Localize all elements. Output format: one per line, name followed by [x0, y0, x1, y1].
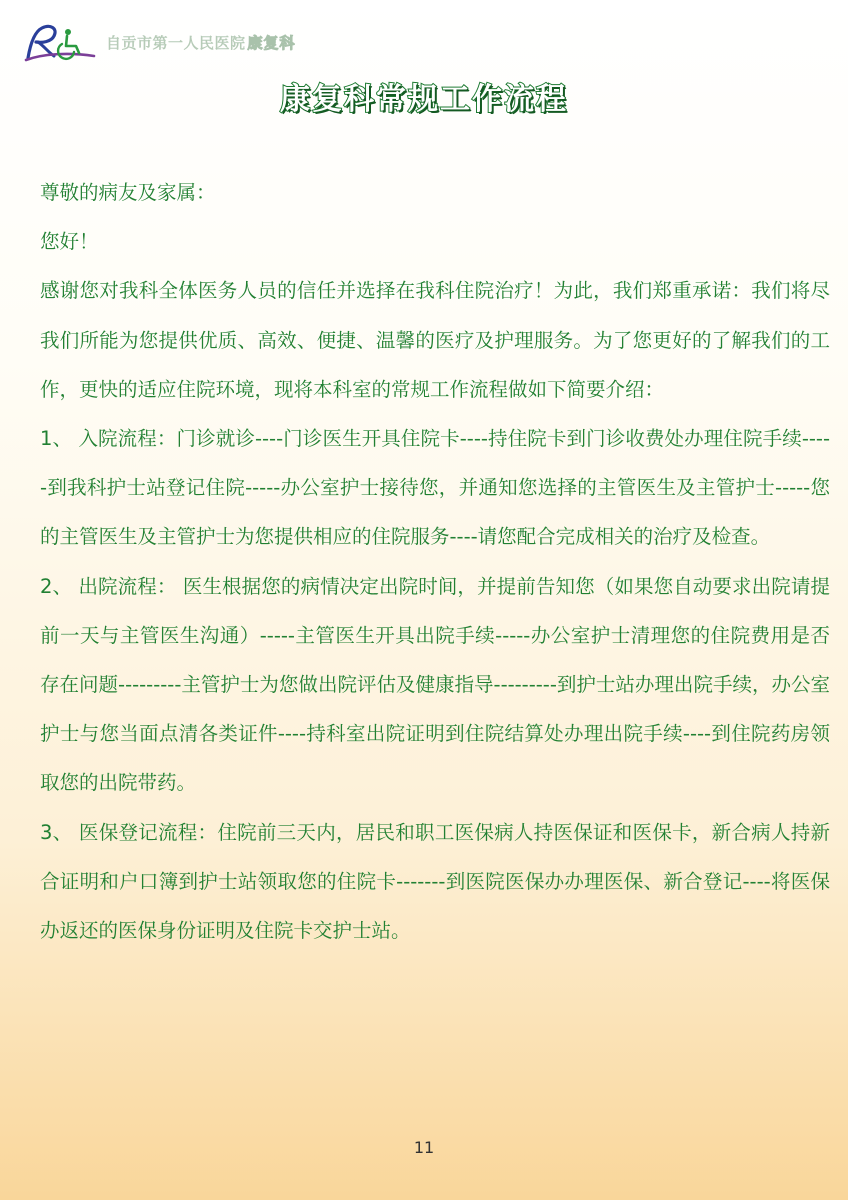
hello: 您好！ [40, 230, 99, 254]
page-number: 11 [413, 1138, 435, 1157]
hospital-name-text: 自贡市第一人民医院 [106, 33, 246, 52]
hospital-department: 康复科 [247, 33, 296, 52]
hospital-name [106, 32, 296, 53]
section-admission: 1、 入院流程：门诊就诊----门诊医生开具住院卡----持住院卡到门诊收费处办理住院手续-----到我科护士站登记住院-----办公室护士接待您，并通知您选择的主管医生及主管护士-----您的主管医生及主管护士为您提供相应的住院服务----请您配合完成相关的治疗及检查。 [40, 427, 830, 549]
intro-paragraph: 感谢您对我科全体医务人员的信任并选择在我科住院治疗！为此，我们郑重承诺：我们将尽我们所能为您提供优质、高效、便捷、温馨的医疗及护理服务。为了您更好的了解我们的工作，更快的适应住院环境，现将本科室的常规工作流程做如下简要介绍： [40, 279, 830, 401]
section-insurance: 3、 医保登记流程：住院前三天内，居民和职工医保病人持医保证和医保卡，新合病人持新合证明和户口簿到护士站领取您的住院卡-------到医院医保办办理医保、新合登记----将医保办返还的医保身份证明及住院卡交护士站。 [40, 820, 830, 943]
document-body [40, 168, 830, 955]
page-title: 康复科常规工作流程 [280, 82, 568, 117]
rehab-logo-icon [22, 22, 98, 62]
header [22, 22, 296, 62]
section-discharge: 2、 出院流程： 医生根据您的病情决定出院时间，并提前告知您（如果您自动要求出院请提前一天与主管医生沟通）-----主管医生开具出院手续-----办公室护士清理您的住院费用是否存在问题---------主管护士为您做出院评估及健康指导---------到护士站办理出院手续，办公室护士与您当面点清各类证件----持科室出院证明到住院结算处办理出院手续----到住院药房领取您的出院带药。 [40, 574, 830, 795]
greeting: 尊敬的病友及家属： [40, 181, 216, 204]
